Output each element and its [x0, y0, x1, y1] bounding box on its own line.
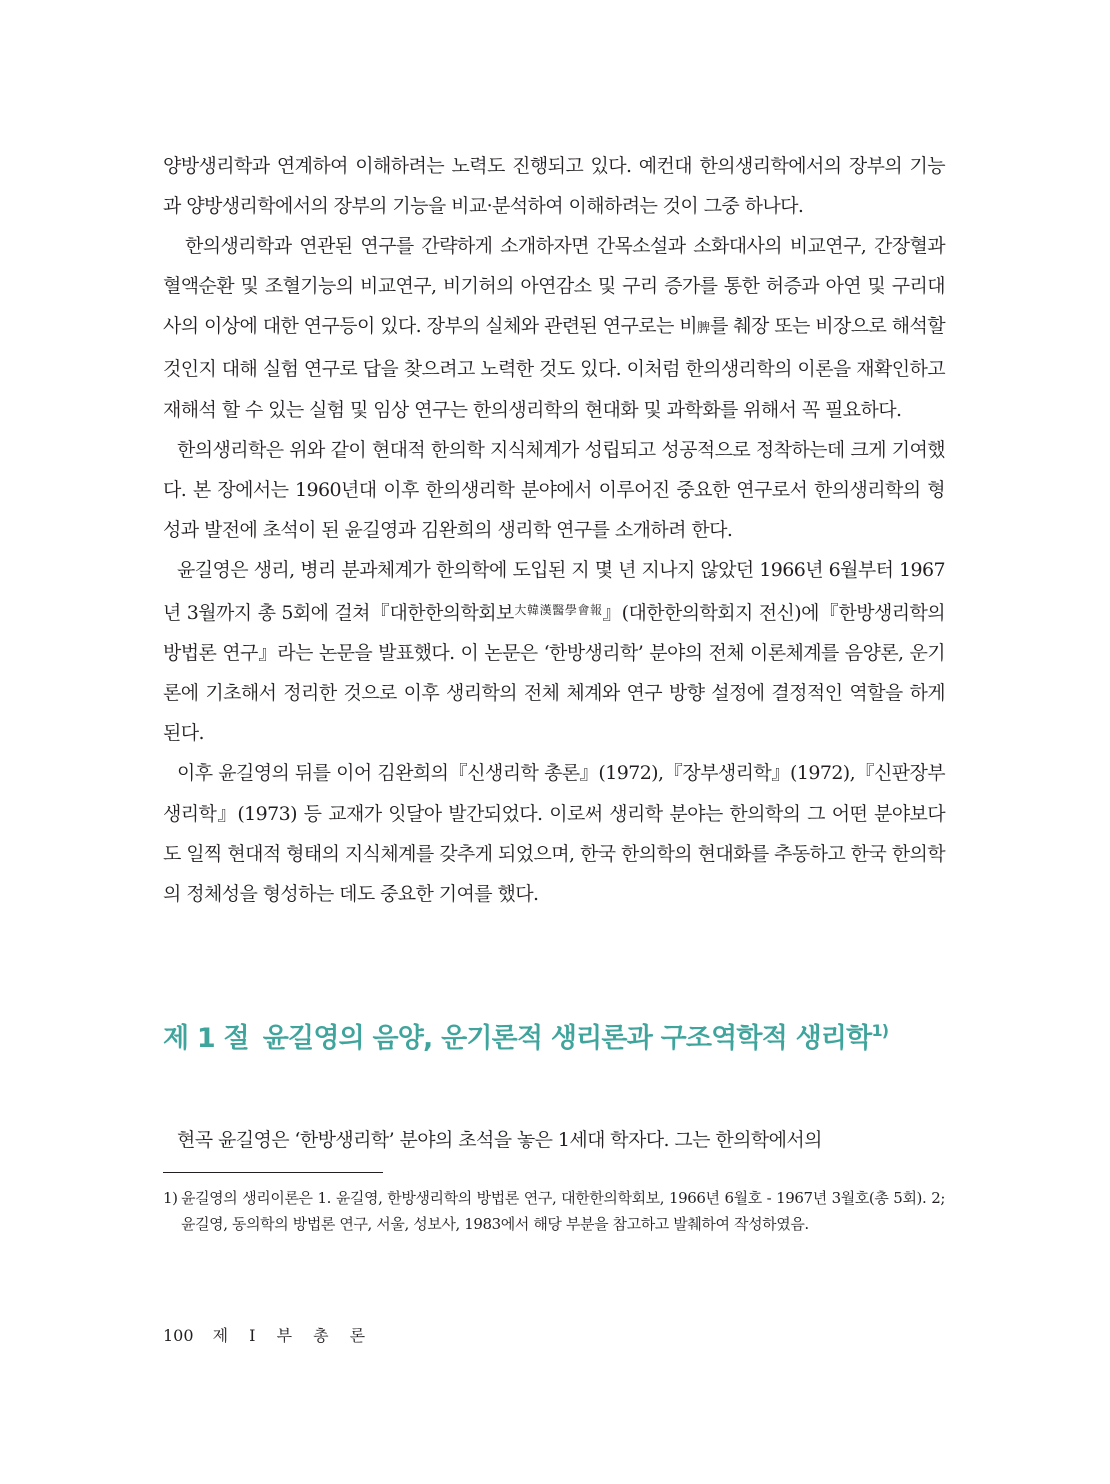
- paragraph-2-part-2: 를 췌장 또는 비장으로 해석할 것인지 대해 실험 연구로 답을 찾으려고 노력한 것도 있다. 이처럼 한의생리학의 이론을 재확인하고 재해석 할 수 있는 실험 및 임상 연구는 한의생리학의 현대화 및 과학화를 위해서 꼭 필요하다.: [163, 315, 945, 421]
- section-heading: [163, 1016, 963, 1055]
- section-intro-text: 현곡 윤길영은 ‘한방생리학’ 분야의 초석을 놓은 1세대 학자다. 그는 한의학에서의: [177, 1129, 822, 1151]
- footnote-number: 1): [163, 1189, 178, 1207]
- paragraph-4: [163, 550, 945, 753]
- footnote-text: 윤길영의 생리이론은 1. 윤길영, 한방생리학의 방법론 연구, 대한한의학회보, 1966년 6월호 - 1967년 3월호(총 5회). 2; 윤길영, 동의학의 방법론 연구, 서울, 성보사, 1983에서 해당 부분을 참고하고 발췌하여 작성하였음.: [181, 1189, 945, 1233]
- page-footer: [163, 1323, 373, 1346]
- main-body-text: [163, 146, 945, 914]
- paragraph-4-hanja: 大韓漢醫學會報: [513, 603, 603, 618]
- paragraph-4-part-2: 』(대한한의학회지 전신)에『한방생리학의 방법론 연구』라는 논문을 발표했다. 이 논문은 ‘한방생리학’ 분야의 전체 이론체계를 음양론, 운기론에 기초해서 정리한 것으로 이후 생리학의 전체 체계와 연구 방향 설정에 결정적인 역할을 하게 된다.: [163, 602, 945, 745]
- section-footnote-ref[interactable]: 1): [871, 1021, 889, 1040]
- paragraph-5: 이후 윤길영의 뒤를 이어 김완희의『신생리학 총론』(1972),『장부생리학』(1972),『신판장부생리학』(1973) 등 교재가 잇달아 발간되었다. 이로써 생리학 분야는 한의학의 그 어떤 분야보다도 일찍 현대적 형태의 지식체계를 갖추게 되었으며, 한국 한의학의 현대화를 추동하고 한국 한의학의 정체성을 형성하는 데도 중요한 기여를 했다.: [163, 762, 945, 905]
- paragraph-2: [163, 226, 945, 429]
- footnote: [163, 1185, 945, 1237]
- part-title: 제 I 부 총 론: [212, 1326, 374, 1345]
- paragraph-3: 한의생리학은 위와 같이 현대적 한의학 지식체계가 성립되고 성공적으로 정착하는데 크게 기여했다. 본 장에서는 1960년대 이후 한의생리학 분야에서 이루어진 중요한 연구로서 한의생리학의 형성과 발전에 초석이 된 윤길영과 김완희의 생리학 연구를 소개하려 한다.: [163, 438, 945, 541]
- paragraph-4-part-1: 윤길영은 생리, 병리 분과체계가 한의학에 도입된 지 몇 년 지나지 않았던 1966년 6월부터 1967년 3월까지 총 5회에 걸쳐『대한한의학회보: [163, 558, 945, 625]
- paragraph-1: 양방생리학과 연계하여 이해하려는 노력도 진행되고 있다. 예컨대 한의생리학에서의 장부의 기능과 양방생리학에서의 장부의 기능을 비교·분석하여 이해하려는 것이 그중 하나다.: [163, 155, 945, 218]
- section-title: 윤길영의 음양, 운기론적 생리론과 구조역학적 생리학: [262, 1023, 872, 1054]
- section-number: 제 1 절: [163, 1023, 249, 1054]
- paragraph-2-part-1: 한의생리학과 연관된 연구를 간략하게 소개하자면 간목소설과 소화대사의 비교연구, 간장혈과 혈액순환 및 조혈기능의 비교연구, 비기허의 아연감소 및 구리 증가를 통한 허증과 아연 및 구리대사의 이상에 대한 연구등이 있다. 장부의 실체와 관련된 연구로는 비: [163, 235, 945, 338]
- paragraph-2-hanja: 脾: [697, 321, 711, 337]
- footnote-divider: [163, 1172, 383, 1173]
- page-number: 100: [163, 1326, 194, 1345]
